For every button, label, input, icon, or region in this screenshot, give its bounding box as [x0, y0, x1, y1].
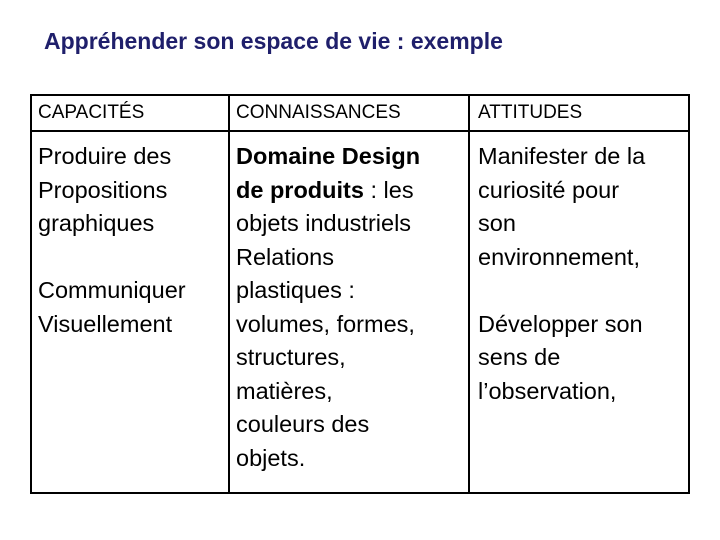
attitudes-line: curiosité pour — [478, 176, 620, 203]
capacites-line: Propositions — [38, 176, 168, 203]
capacites-line: Communiquer — [38, 277, 186, 303]
header-connaissances: CONNAISSANCES — [236, 102, 401, 123]
connaissances-line — [236, 140, 420, 174]
attitudes-cell — [478, 140, 645, 408]
capacites-line: Produire des — [38, 143, 172, 169]
connaissances-cell — [236, 140, 420, 475]
attitudes-line: l’observation, — [478, 377, 617, 404]
slide-title: Appréhender son espace de vie : exemple — [44, 28, 503, 54]
connaissances-line: objets industriels — [236, 210, 412, 236]
capacites-line: Visuellement — [38, 310, 173, 337]
connaissances-line: couleurs des — [236, 411, 370, 437]
domain-label: Domaine Design — [236, 143, 421, 169]
header-capacites: CAPACITÉS — [38, 102, 145, 123]
attitudes-line: environnement, — [478, 243, 640, 270]
connaissances-line — [236, 174, 420, 208]
connaissances-line: matières, — [236, 377, 333, 404]
attitudes-line: Développer son — [478, 310, 643, 337]
connaissances-line: plastiques : — [236, 277, 355, 303]
attitudes-line: sens de — [478, 344, 561, 370]
header-attitudes: ATTITUDES — [478, 102, 583, 123]
connaissances-line: objets. — [236, 444, 306, 471]
column-divider-1 — [228, 96, 230, 492]
connaissances-line: volumes, formes, — [236, 310, 415, 337]
attitudes-line: son — [478, 210, 516, 236]
connaissances-line: structures, — [236, 344, 346, 370]
domain-label-cont: de produits — [236, 176, 364, 203]
attitudes-line: Manifester de la — [478, 143, 646, 169]
skills-table — [30, 94, 690, 494]
column-divider-2 — [468, 96, 470, 492]
capacites-cell — [38, 140, 186, 341]
connaissances-text: : les — [363, 176, 414, 203]
capacites-line: graphiques — [38, 210, 155, 236]
header-divider — [32, 130, 688, 132]
connaissances-line: Relations — [236, 243, 334, 270]
